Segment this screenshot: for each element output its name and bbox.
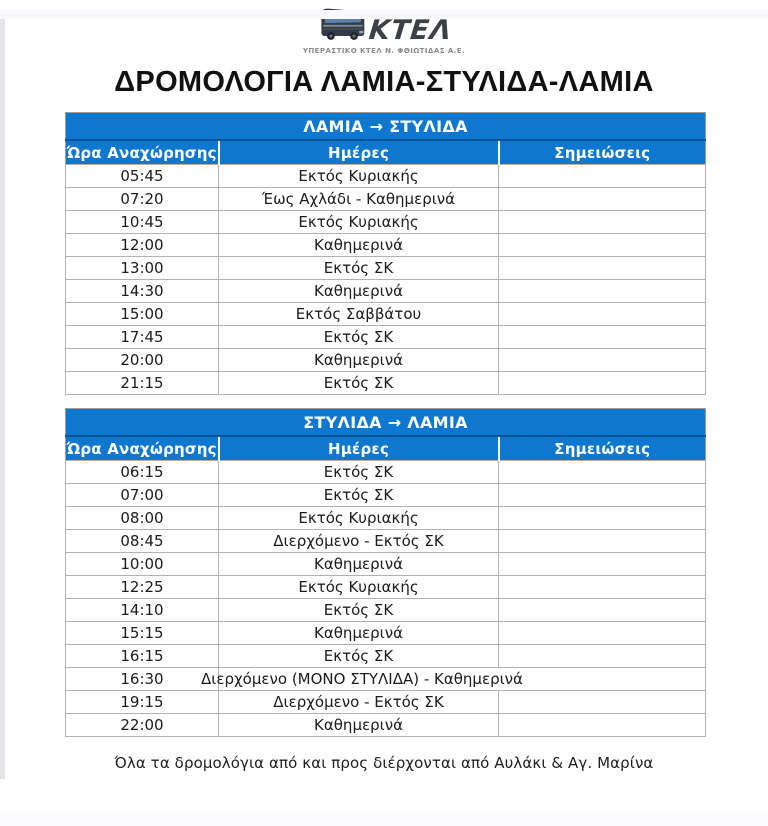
departure-time-cell: 08:45 <box>66 530 219 553</box>
schedule-row <box>66 349 706 372</box>
table-body <box>66 461 706 737</box>
departure-time-cell: 07:00 <box>66 484 219 507</box>
table-body <box>66 165 706 395</box>
footer-note: Όλα τα δρομολόγια από και προς διέρχονται από Αυλάκι & Αγ. Μαρίνα <box>114 754 654 772</box>
departure-time-cell: 20:00 <box>66 349 219 372</box>
notes-cell <box>499 622 706 645</box>
schedule-row <box>66 257 706 280</box>
days-cell <box>219 372 499 395</box>
column-header-notes: Σημειώσεις <box>499 436 706 461</box>
column-header-notes: Σημειώσεις <box>499 140 706 165</box>
notes-cell <box>499 645 706 668</box>
schedule-row <box>66 691 706 714</box>
column-header-departure-time: Ώρα Αναχώρησης <box>66 436 219 461</box>
column-header-days: Ημέρες <box>219 436 499 461</box>
schedule-row <box>66 553 706 576</box>
departure-time-cell: 14:10 <box>66 599 219 622</box>
notes-cell <box>499 530 706 553</box>
days-cell <box>201 668 706 691</box>
schedule-row <box>66 645 706 668</box>
days-text: Καθημερινά <box>314 236 403 254</box>
days-cell <box>219 349 499 372</box>
schedule-row <box>66 165 706 188</box>
days-cell <box>219 234 499 257</box>
notes-cell <box>499 211 706 234</box>
days-cell <box>219 645 499 668</box>
route-title: ΛΑΜΙΑ → ΣΤΥΛΙΔΑ <box>66 113 706 141</box>
departure-time-cell: 10:45 <box>66 211 219 234</box>
days-cell <box>219 714 499 737</box>
route-banner-row <box>66 113 706 141</box>
days-cell <box>219 280 499 303</box>
days-cell <box>219 257 499 280</box>
departure-time-cell: 15:00 <box>66 303 219 326</box>
route-title: ΣΤΥΛΙΔΑ → ΛΑΜΙΑ <box>66 409 706 437</box>
table-stylida-lamia <box>65 408 706 737</box>
notes-cell <box>499 257 706 280</box>
column-header-row <box>66 436 706 461</box>
notes-cell <box>499 303 706 326</box>
days-text: Διερχόμενο - Εκτός ΣΚ <box>273 693 444 711</box>
schedule-row <box>66 599 706 622</box>
departure-time-cell: 21:15 <box>66 372 219 395</box>
departure-time-cell: 10:00 <box>66 553 219 576</box>
days-text: Διερχόμενο (ΜΟΝΟ ΣΤΥΛΙΔΑ) - Καθημερινά <box>201 670 523 688</box>
notes-cell <box>499 280 706 303</box>
notes-cell <box>499 234 706 257</box>
days-text: Εκτός ΣΚ <box>323 328 394 346</box>
days-cell <box>219 211 499 234</box>
departure-time-cell: 12:00 <box>66 234 219 257</box>
days-text: Έως Αχλάδι - Καθημερινά <box>261 190 456 208</box>
days-cell <box>219 165 499 188</box>
schedule-row <box>66 326 706 349</box>
screenshot-bottom-edge <box>0 812 768 826</box>
days-text: Εκτός Σαββάτου <box>295 305 422 323</box>
departure-time-cell: 05:45 <box>66 165 219 188</box>
departure-time-cell: 16:15 <box>66 645 219 668</box>
notes-cell <box>499 691 706 714</box>
schedule-row <box>66 234 706 257</box>
days-text: Εκτός ΣΚ <box>323 463 394 481</box>
days-text: Καθημερινά <box>314 282 403 300</box>
schedule-row <box>66 188 706 211</box>
schedule-row <box>66 484 706 507</box>
days-text: Εκτός ΣΚ <box>323 259 394 277</box>
days-cell <box>219 599 499 622</box>
days-text: Εκτός ΣΚ <box>323 647 394 665</box>
schedule-row <box>66 211 706 234</box>
column-header-days: Ημέρες <box>219 140 499 165</box>
schedule-row <box>66 622 706 645</box>
schedule-row <box>66 576 706 599</box>
notes-cell <box>499 484 706 507</box>
notes-cell <box>499 349 706 372</box>
days-cell <box>219 691 499 714</box>
days-cell <box>219 530 499 553</box>
departure-time-cell: 13:00 <box>66 257 219 280</box>
days-cell <box>219 507 499 530</box>
days-text: Διερχόμενο - Εκτός ΣΚ <box>273 532 444 550</box>
days-text: Εκτός ΣΚ <box>323 601 394 619</box>
departure-time-cell: 14:30 <box>66 280 219 303</box>
departure-time-cell: 19:15 <box>66 691 219 714</box>
notes-cell <box>499 553 706 576</box>
notes-cell <box>499 576 706 599</box>
days-text: Εκτός Κυριακής <box>298 578 419 596</box>
days-text: Καθημερινά <box>314 624 403 642</box>
notes-cell <box>499 461 706 484</box>
departure-time-cell: 12:25 <box>66 576 219 599</box>
notes-cell <box>499 507 706 530</box>
notes-cell <box>499 372 706 395</box>
notes-cell <box>499 714 706 737</box>
departure-time-cell: 16:30 <box>66 668 219 691</box>
schedule-tables <box>65 112 705 737</box>
schedule-row <box>66 461 706 484</box>
days-cell <box>219 553 499 576</box>
notes-cell <box>499 326 706 349</box>
days-cell <box>219 188 499 211</box>
days-text: Καθημερινά <box>314 351 403 369</box>
departure-time-cell: 08:00 <box>66 507 219 530</box>
days-text: Καθημερινά <box>314 555 403 573</box>
notes-cell <box>499 599 706 622</box>
days-cell <box>219 303 499 326</box>
schedule-row <box>66 714 706 737</box>
days-text: Εκτός Κυριακής <box>298 213 419 231</box>
schedule-row <box>66 303 706 326</box>
page-title: ΔΡΟΜΟΛΟΓΙΑ ΛΑΜΙΑ-ΣΤΥΛΙΔΑ-ΛΑΜΙΑ <box>114 66 654 98</box>
column-header-departure-time: Ώρα Αναχώρησης <box>66 140 219 165</box>
screenshot-left-edge <box>0 19 5 779</box>
days-text: Εκτός ΣΚ <box>323 374 394 392</box>
days-text: Εκτός Κυριακής <box>298 509 419 527</box>
days-text: Καθημερινά <box>314 716 403 734</box>
days-cell <box>219 576 499 599</box>
table-lamia-stylida <box>65 112 706 395</box>
days-text: Εκτός ΣΚ <box>323 486 394 504</box>
departure-time-cell: 22:00 <box>66 714 219 737</box>
schedule-row <box>66 372 706 395</box>
notes-cell <box>499 188 706 211</box>
days-cell <box>219 484 499 507</box>
departure-time-cell: 06:15 <box>66 461 219 484</box>
column-header-row <box>66 140 706 165</box>
days-cell <box>219 461 499 484</box>
route-banner-row <box>66 409 706 437</box>
schedule-row <box>66 507 706 530</box>
days-text: Εκτός Κυριακής <box>298 167 419 185</box>
days-cell <box>219 622 499 645</box>
departure-time-cell: 17:45 <box>66 326 219 349</box>
schedule-row <box>66 668 706 691</box>
notes-cell <box>499 165 706 188</box>
departure-time-cell: 07:20 <box>66 188 219 211</box>
logo-brand-text: ΚΤΕΛ <box>367 15 454 46</box>
logo-subtitle: ΥΠΕΡΑΣΤΙΚΟ ΚΤΕΛ Ν. ΦΘΙΩΤΙΔΑΣ Α.Ε. <box>302 47 466 55</box>
schedule-row <box>66 280 706 303</box>
schedule-row <box>66 530 706 553</box>
departure-time-cell: 15:15 <box>66 622 219 645</box>
days-cell <box>219 326 499 349</box>
